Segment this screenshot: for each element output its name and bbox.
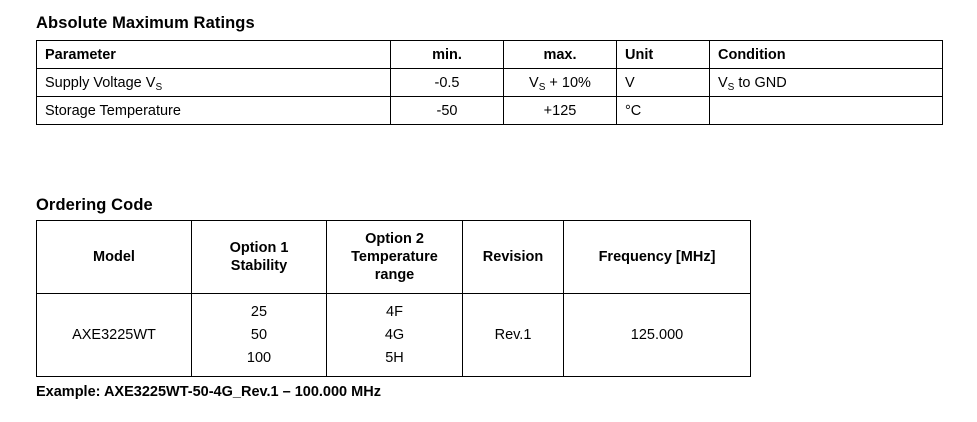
table-header-model: Model: [37, 221, 192, 294]
table-header-min: min.: [391, 41, 504, 69]
parameter-subscript: S: [155, 81, 163, 91]
max-text: +125: [543, 102, 577, 119]
condition-text: V: [718, 74, 728, 91]
condition-text-post: to GND: [734, 74, 787, 91]
table-header-max: max.: [504, 41, 617, 69]
max-subscript: S: [538, 81, 546, 91]
cell-parameter: [37, 69, 391, 97]
stability-option: 25: [250, 303, 268, 320]
absolute-maximum-ratings-table: [36, 40, 943, 125]
ordering-code-table: [36, 220, 751, 377]
table-header-condition: Condition: [710, 41, 943, 69]
cell-parameter: [37, 97, 391, 125]
stability-option: 100: [246, 349, 272, 366]
temperature-range-option: 5H: [385, 349, 404, 366]
cell-unit: °C: [617, 97, 710, 125]
cell-model: AXE3225WT: [37, 294, 192, 377]
cell-unit: V: [617, 69, 710, 97]
cell-condition: [710, 69, 943, 97]
max-text: V: [529, 74, 539, 91]
table-header-unit: Unit: [617, 41, 710, 69]
table-header-row: [37, 41, 943, 69]
cell-frequency: 125.000: [564, 294, 751, 377]
table-header-revision: Revision: [463, 221, 564, 294]
condition-subscript: S: [727, 81, 735, 91]
stability-option: 50: [250, 326, 268, 343]
ordering-code-example: Example: AXE3225WT-50-4G_Rev.1 – 100.000 MHz: [36, 384, 381, 400]
table-header-option2-temperature-range: Option 2 Temperature range: [327, 221, 463, 294]
table-row: [37, 69, 943, 97]
parameter-text: Storage Temperature: [45, 102, 181, 119]
cell-temperature-range-options: [327, 294, 463, 377]
table-row: [37, 294, 751, 377]
cell-max: [504, 97, 617, 125]
table-header-option1-stability: Option 1 Stability: [192, 221, 327, 294]
table-row: [37, 97, 943, 125]
cell-min: -0.5: [391, 69, 504, 97]
cell-min: -50: [391, 97, 504, 125]
cell-revision: Rev.1: [463, 294, 564, 377]
cell-stability-options: [192, 294, 327, 377]
table-header-frequency: Frequency [MHz]: [564, 221, 751, 294]
parameter-text: Supply Voltage V: [45, 74, 156, 91]
table-header-parameter: Parameter: [37, 41, 391, 69]
cell-max: [504, 69, 617, 97]
temperature-range-option: 4F: [386, 303, 403, 320]
cell-condition: [710, 97, 943, 125]
page-title-absolute-maximum-ratings: Absolute Maximum Ratings: [36, 14, 255, 32]
page-title-ordering-code: Ordering Code: [36, 196, 153, 214]
table-header-row: [37, 221, 751, 294]
temperature-range-option: 4G: [384, 326, 405, 343]
max-text-post: + 10%: [545, 74, 591, 91]
